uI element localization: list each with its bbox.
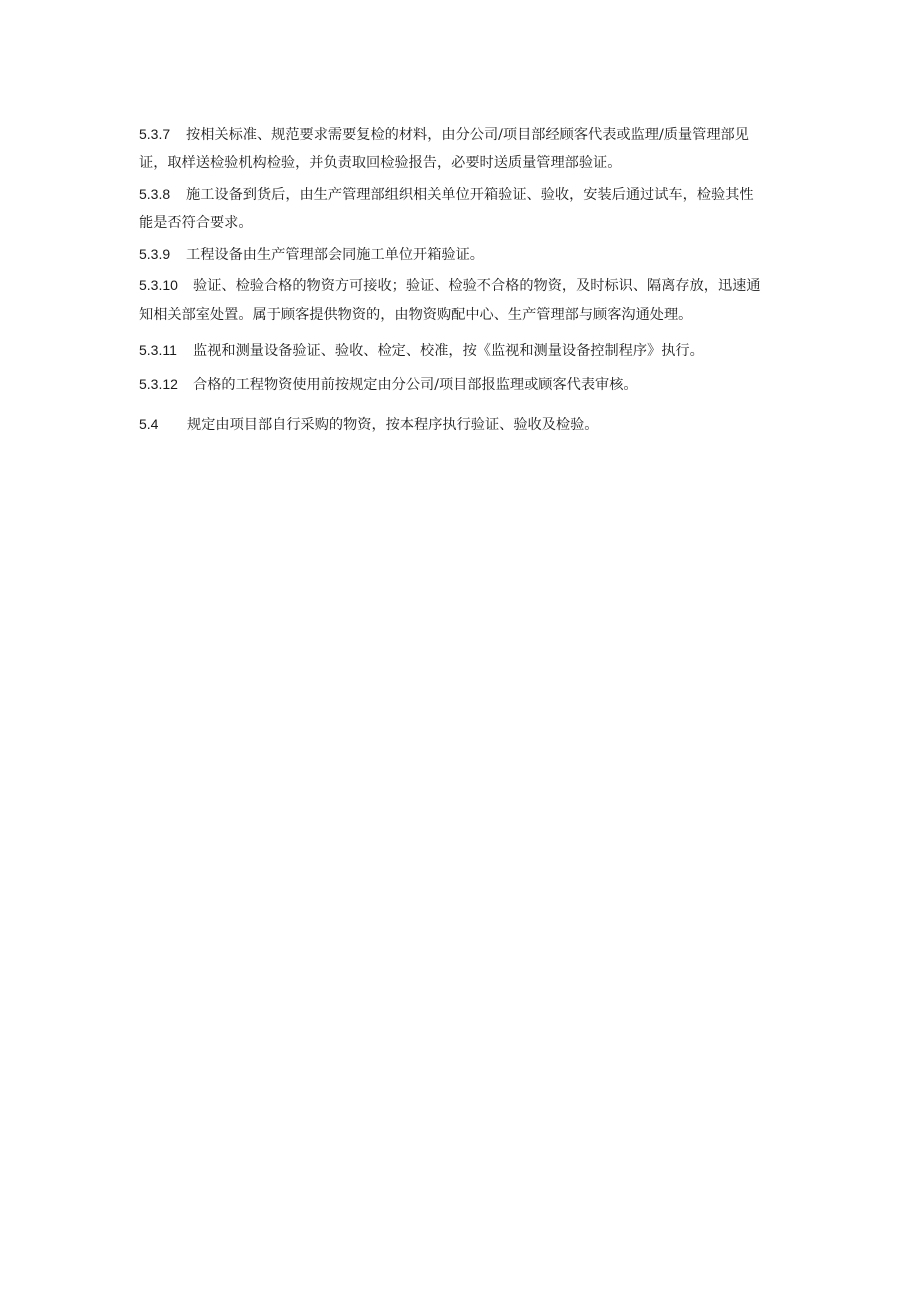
clause-text: 规定由项目部自行采购的物资，按本程序执行验证、验收及检验。 [187,417,599,433]
clause-text: 证，取样送检验机构检验，并负责取回检验报告，必要时送质量管理部验证。 [139,155,622,171]
clause-5-3-10-line-2 [139,305,692,325]
clause-5-3-7-line-1 [139,124,749,145]
clause-text: 验证、检验合格的物资方可接收；验证、检验不合格的物资，及时标识、隔离存放，迅速通 [193,278,761,294]
clause-5-3-8-line-2 [139,213,253,233]
clause-text: 知相关部室处置。属于顾客提供物资的，由物资购配中心、生产管理部与顾客沟通处理。 [139,307,693,323]
clause-number: 5.3.9 [139,246,171,262]
clause-number: 5.4 [139,416,159,432]
clause-5-3-10-line-1 [139,275,761,296]
clause-5-3-8-line-1 [139,184,754,205]
clause-text: 按相关标准、规范要求需要复检的材料，由分公司/项目部经顾客代表或监理/质量管理部见 [186,127,749,143]
clause-number: 5.3.11 [139,342,177,358]
clause-5-4-line-1 [139,414,598,435]
clause-5-3-7-line-2 [139,153,621,173]
clause-5-3-11-line-1 [139,340,704,361]
clause-number: 5.3.7 [139,126,171,142]
clause-number: 5.3.10 [139,277,178,293]
clause-5-3-12-line-1 [139,374,638,395]
clause-number: 5.3.8 [139,186,171,202]
clause-text: 合格的工程物资使用前按规定由分公司/项目部报监理或顾客代表审核。 [193,377,638,393]
clause-text: 监视和测量设备验证、验收、检定、校准，按《监视和测量设备控制程序》执行。 [193,343,704,359]
clause-text: 能是否符合要求。 [139,215,253,231]
clause-text: 工程设备由生产管理部会同施工单位开箱验证。 [186,247,484,263]
clause-text: 施工设备到货后，由生产管理部组织相关单位开箱验证、验收，安装后通过试车，检验其性 [186,187,754,203]
clause-5-3-9-line-1 [139,244,484,265]
clause-number: 5.3.12 [139,376,178,392]
